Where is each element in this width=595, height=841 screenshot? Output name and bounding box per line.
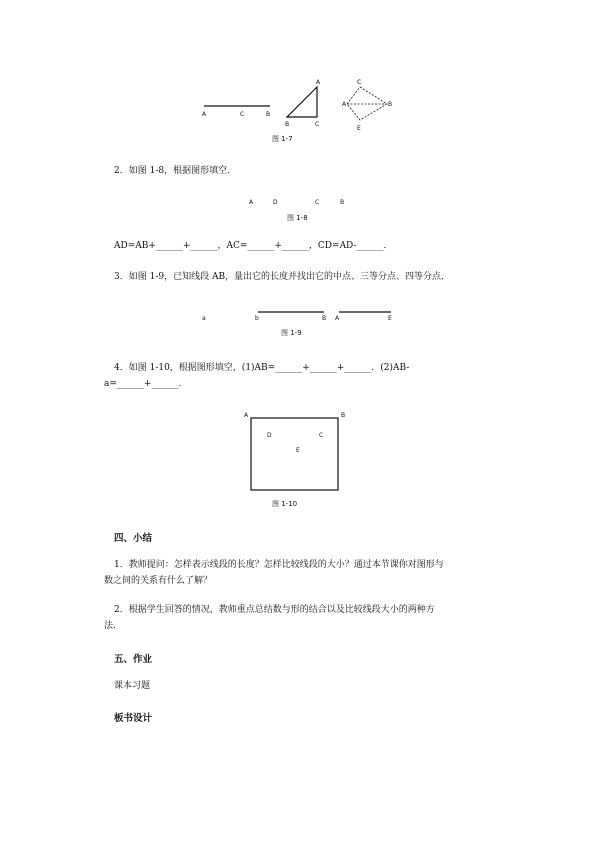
fig9-label-b-left: b (255, 315, 259, 322)
q2-text: 2．如图 1-8，根据图形填空． (114, 166, 237, 176)
fig10-caption: 图 1-10 (272, 500, 298, 508)
fig7-dia-label-e: E (357, 125, 361, 132)
fig7-dia-label-a: A (342, 101, 347, 108)
fig7-tri-label-a: A (316, 79, 321, 86)
fig8-label-b: B (340, 199, 345, 206)
section5-content: 课本习题 (114, 681, 151, 691)
fig7-tri-label-c: C (315, 121, 320, 128)
fig9-label-a-right: A (335, 315, 340, 322)
fig7-dia-label-c: C (357, 79, 362, 86)
fig7-caption: 图 1-7 (272, 135, 293, 143)
fig8-label-d: D (273, 199, 278, 206)
section4-item2-line2: 法． (104, 621, 123, 631)
fig10-label-a: A (244, 412, 249, 419)
q4-text-line1: 4．如图 1-10，根据图形填空，(1)AB=______+______+______．(2)AB- (114, 363, 410, 373)
fig7-label-c: C (240, 111, 245, 118)
fig7-label-b: B (266, 111, 271, 118)
fig9-label-e: E (388, 315, 392, 322)
fig10-label-e: E (296, 447, 300, 454)
q4-text-line2: a=______+______． (104, 379, 188, 389)
fig7-label-a: A (202, 111, 207, 118)
section4-item1-line2: 数之间的关系有什么了解？ (104, 576, 213, 586)
fig9-label-b: B (322, 315, 327, 322)
section4-item1-line1: 1．教师提问：怎样表示线段的长度？怎样比较线段的大小？通过本节课你对图形与 (114, 560, 444, 570)
fig7-tri-label-b: B (285, 121, 290, 128)
board-design-heading: 板书设计 (114, 713, 153, 724)
fig10-label-b: B (341, 412, 346, 419)
section4-heading: 四、小结 (114, 533, 153, 544)
fig8-label-c: C (315, 199, 320, 206)
fig10-label-d: D (267, 432, 272, 439)
fig9-caption: 图 1-9 (281, 329, 302, 337)
fig8-caption: 图 1-8 (287, 214, 308, 222)
q2-answer-line: AD=AB+______+______，AC=______+______，CD=AD-______． (114, 241, 393, 251)
section5-heading: 五、作业 (114, 654, 153, 665)
fig9-label-a: a (202, 315, 206, 322)
fig10-label-c: C (319, 432, 324, 439)
q3-text: 3．如图 1-9，已知线段 AB，量出它的长度并找出它的中点、三等分点、四等分点． (114, 272, 451, 282)
fig8-label-a: A (249, 199, 254, 206)
fig7-dia-label-b: B (388, 101, 393, 108)
section4-item2-line1: 2．根据学生回答的情况，教师重点总结数与形的结合以及比较线段大小的两种方 (114, 605, 435, 615)
